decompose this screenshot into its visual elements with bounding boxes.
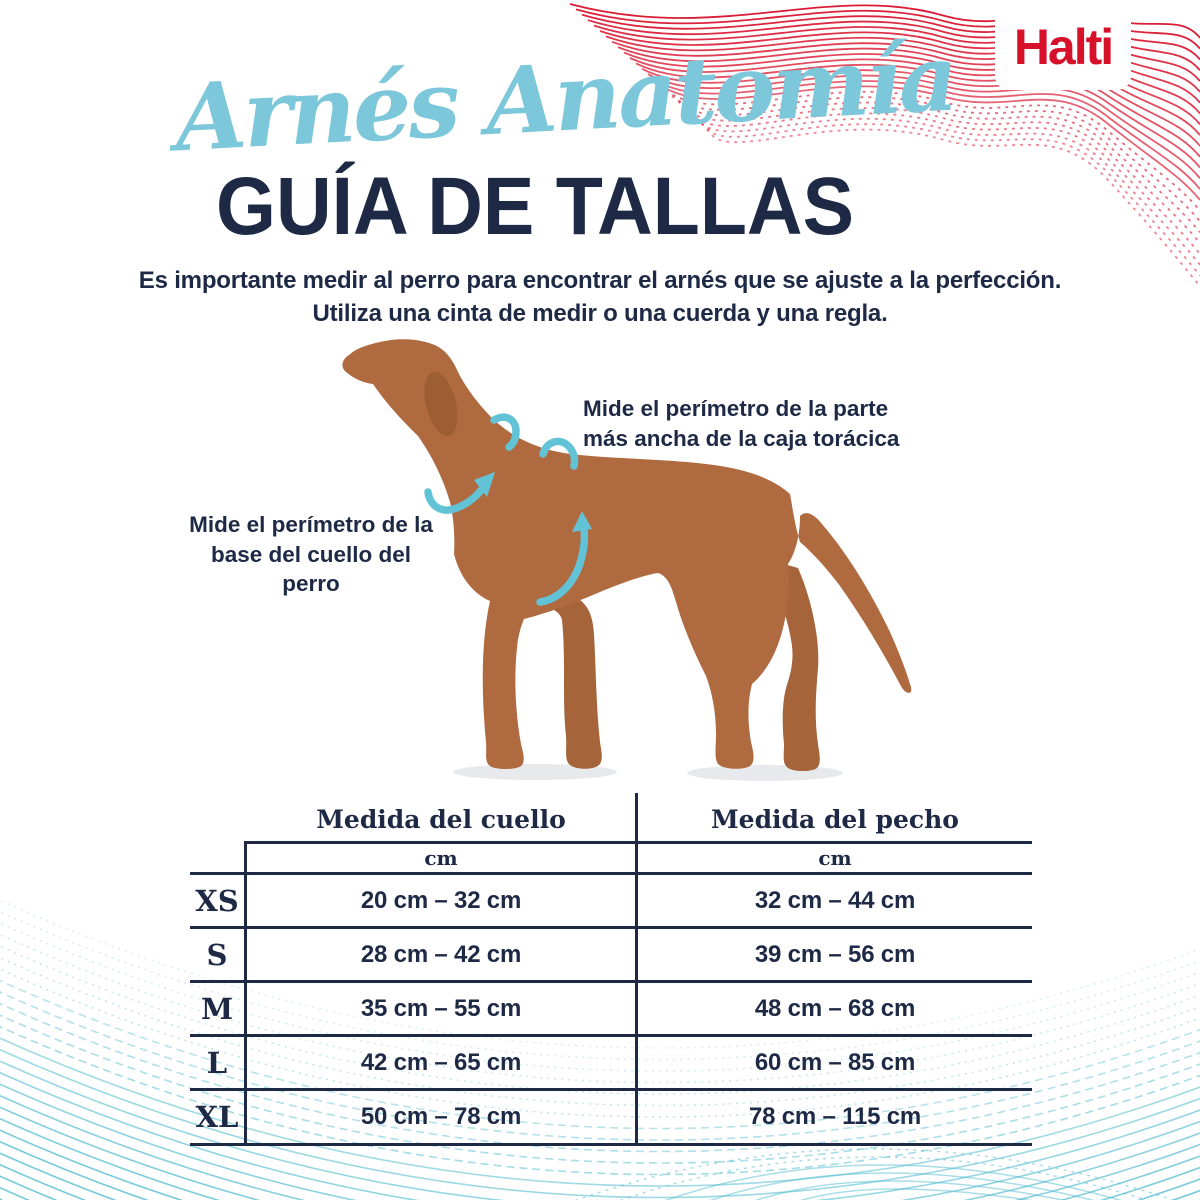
intro-line-2: Utiliza una cinta de medir o una cuerda y una regla. [312, 300, 888, 327]
wave-line [0, 1163, 1200, 1200]
chest-value: 32 cm – 44 cm [754, 886, 916, 914]
chest-annotation-line1: Mide el perímetro de la parte [583, 396, 889, 421]
size-label: XL [195, 1100, 239, 1134]
chest-value: 78 cm – 115 cm [748, 1103, 921, 1130]
unit-cell-neck: cm [424, 846, 458, 870]
dog-far-front-leg [524, 600, 602, 769]
chest-value: 48 cm – 68 cm [754, 994, 916, 1022]
size-label: M [200, 991, 234, 1026]
neck-annotation-line2: base del cuello del perro [210, 541, 412, 596]
intro-text [0, 264, 1200, 330]
chest-value: 60 cm – 85 cm [754, 1048, 916, 1076]
column-header-neck: Medida del cuello [316, 804, 566, 834]
script-title: Arnés Anatomía [172, 23, 958, 173]
neck-value: 28 cm – 42 cm [360, 940, 522, 968]
neck-value: 42 cm – 65 cm [360, 1048, 522, 1076]
size-label: S [206, 937, 228, 972]
chest-annotation-line2: más ancha de la caja torácica [583, 425, 900, 451]
chest-annotation [583, 394, 943, 453]
column-header-chest: Medida del pecho [711, 804, 959, 834]
page-title: GUÍA DE TALLAS [215, 161, 855, 252]
intro-line-1: Es importante medir al perro para encontrar el arnés que se ajuste a la perfección. [138, 267, 1062, 294]
brand-logo: Halti [1013, 19, 1113, 75]
neck-annotation [180, 510, 442, 599]
unit-cell-chest: cm [818, 846, 852, 870]
rear-paws-shadow [687, 765, 843, 781]
chest-value: 39 cm – 56 cm [754, 940, 916, 968]
size-label: L [206, 1045, 228, 1080]
neck-value: 35 cm – 55 cm [360, 994, 522, 1022]
table-bottom-line [190, 1143, 1032, 1146]
neck-value: 20 cm – 32 cm [360, 886, 522, 914]
size-label: XS [195, 883, 239, 918]
wave-line [0, 1140, 1200, 1200]
neck-annotation-line1: Mide el perímetro de la [189, 512, 433, 537]
neck-value: 50 cm – 78 cm [360, 1103, 522, 1130]
